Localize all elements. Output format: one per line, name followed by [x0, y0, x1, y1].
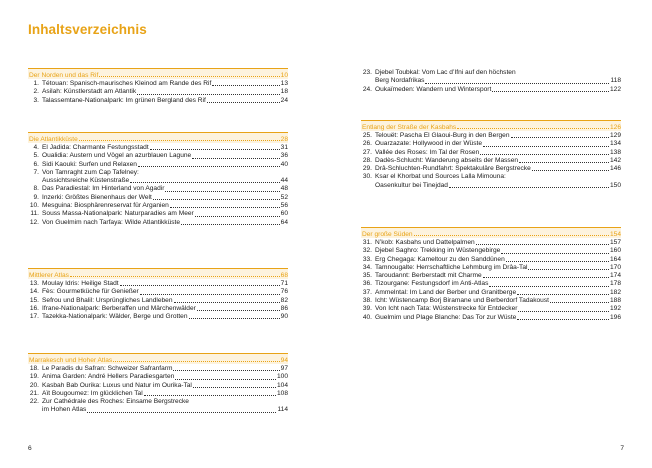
entry-number: 35. — [362, 272, 372, 280]
entry-page: 146 — [609, 165, 621, 173]
entry-page: 134 — [609, 140, 621, 148]
entry-title: Erg Chegaga: Kameltour zu den Sanddünen — [375, 255, 505, 263]
entry-number: 25. — [362, 132, 372, 139]
toc-entry[interactable] — [28, 194, 288, 202]
entry-title: Ifrane-Nationalpark: Berberaffen und Märchenwälder — [42, 304, 196, 312]
toc-section — [28, 68, 288, 105]
dot-leader — [517, 294, 609, 295]
dot-leader — [195, 216, 280, 217]
toc-entry[interactable] — [361, 239, 621, 247]
entry-title: Sefrou und Bhalil: Ursprüngliches Landleben — [42, 296, 173, 304]
dot-leader — [480, 154, 609, 155]
entry-title: Tamnougalte: Herrschaftliche Lehmburg im Drâa-Tal — [375, 263, 528, 271]
entry-page: 150 — [609, 181, 621, 189]
toc-entry[interactable] — [361, 132, 621, 140]
toc-entry[interactable] — [361, 140, 621, 148]
dot-leader — [425, 83, 609, 84]
entry-page: 97 — [280, 365, 288, 372]
entry-page: 36 — [280, 152, 288, 160]
section-page: 154 — [609, 231, 621, 238]
entry-number: 36. — [362, 280, 372, 288]
toc-section — [361, 227, 621, 322]
section-heading[interactable] — [28, 68, 288, 79]
dot-leader — [483, 277, 609, 278]
dot-leader — [113, 361, 279, 362]
entry-page: 24 — [280, 96, 288, 104]
toc-entry[interactable] — [28, 280, 288, 288]
entry-number: 34. — [362, 263, 372, 271]
entry-number: 17. — [29, 313, 39, 321]
toc-section — [28, 268, 288, 321]
entry-title: El Jadida: Charmante Festungsstadt — [42, 144, 149, 151]
entry-page: 48 — [280, 185, 288, 193]
toc-entry[interactable] — [361, 314, 621, 322]
toc-entry[interactable] — [28, 185, 288, 193]
entry-number: 24. — [362, 85, 372, 93]
entry-page: 170 — [609, 263, 621, 271]
toc-entry[interactable] — [28, 152, 288, 160]
toc-entry[interactable] — [28, 144, 288, 152]
entry-list — [28, 365, 288, 415]
entry-page: 188 — [609, 297, 621, 305]
toc-entry[interactable] — [28, 288, 288, 296]
entry-number: 16. — [29, 304, 39, 312]
entry-number: 9. — [33, 193, 39, 201]
dot-leader — [173, 370, 279, 371]
dot-leader — [517, 319, 609, 320]
toc-entry[interactable] — [28, 210, 288, 218]
entry-title-continued: Aussichtsreiche Küstenstraße — [42, 177, 130, 185]
entry-number: 10. — [29, 202, 39, 210]
toc-entry[interactable] — [28, 398, 288, 415]
entry-title: Tazekka-Nationalpark: Wälder, Berge und Grotten — [42, 313, 188, 321]
section-page: 94 — [280, 357, 288, 364]
entry-title: Talassemtane-Nationalpark: Im grünen Bergland des Rif — [42, 96, 206, 104]
entry-page: 86 — [280, 304, 288, 312]
entry-list — [28, 80, 288, 105]
entry-page: 40 — [280, 160, 288, 168]
toc-entry[interactable] — [28, 365, 288, 373]
entry-title: Taroudannt: Berberstadt mit Charme — [375, 272, 482, 280]
dot-leader — [457, 128, 609, 129]
dot-leader — [153, 199, 280, 200]
entry-page: 13 — [280, 80, 288, 87]
toc-entry[interactable] — [28, 390, 288, 398]
entry-number: 28. — [362, 156, 372, 164]
entry-number: 29. — [362, 165, 372, 173]
dot-leader — [79, 140, 280, 141]
entry-number: 31. — [362, 239, 372, 246]
entry-title: Djebel Saghro: Trekking im Wüstengebirge — [375, 247, 501, 255]
toc-entry[interactable] — [361, 264, 621, 272]
entry-number: 37. — [362, 288, 372, 296]
entry-number: 26. — [362, 140, 372, 148]
dot-leader — [120, 285, 280, 286]
dot-leader — [150, 149, 280, 150]
entry-title-continued: Oasenkultur bei Tinejdad — [375, 181, 448, 189]
dot-leader — [518, 311, 609, 312]
dot-leader — [506, 261, 609, 262]
dot-leader — [144, 395, 276, 396]
entry-number: 13. — [29, 280, 39, 287]
entry-list — [28, 144, 288, 227]
entry-title: Ammelntal: Im Land der Berber und Granitberge — [375, 288, 517, 296]
entry-title: Vallée des Roses: Im Tal der Rosen — [375, 148, 480, 156]
dot-leader — [519, 162, 609, 163]
entry-number: 27. — [362, 148, 372, 156]
dot-leader — [130, 182, 279, 183]
entry-page: 90 — [280, 313, 288, 321]
entry-page: 138 — [609, 148, 621, 156]
entry-page: 164 — [609, 255, 621, 263]
entry-number: 8. — [33, 185, 39, 193]
toc-entry[interactable] — [28, 202, 288, 210]
entry-title: Sidi Kaouki: Surfen und Relaxen — [42, 160, 137, 168]
toc-entry[interactable] — [28, 97, 288, 105]
entry-page: 160 — [609, 247, 621, 255]
toc-entry[interactable] — [28, 313, 288, 321]
dot-leader — [501, 253, 609, 254]
dot-leader — [492, 91, 609, 92]
dot-leader — [193, 387, 276, 388]
entry-number: 11. — [30, 210, 39, 218]
entry-title: Von Guelmim nach Tarfaya: Wilde Atlantikküste — [42, 218, 181, 226]
section-heading[interactable] — [361, 120, 621, 131]
entry-title: Tétouan: Spanisch-maurisches Kleinod am Rande des Rif — [42, 80, 212, 87]
entry-number: 21. — [29, 389, 39, 397]
entry-page: 129 — [609, 132, 621, 139]
section-page: 68 — [280, 272, 288, 279]
entry-number: 23. — [362, 69, 372, 76]
entry-number: 1. — [33, 80, 39, 87]
toc-entry[interactable] — [28, 88, 288, 96]
entry-title: Zur Cathédrale des Roches: Einsame Bergstrecke — [42, 398, 189, 406]
entry-title: Asilah: Künstlerstadt am Atlantik — [42, 88, 137, 96]
entry-title: Drâ-Schluchten-Rundfahrt: Spektakuläre Bergstrecke — [375, 165, 531, 173]
toc-entry[interactable] — [28, 373, 288, 381]
entry-title: Telouët: Pascha El Glaoui-Burg in den Bergen — [375, 132, 510, 139]
toc-entry[interactable] — [361, 86, 621, 94]
entry-title: Moulay Idris: Heilige Stadt — [42, 280, 119, 287]
section-title: Entlang der Straße der Kasbahs — [362, 124, 457, 131]
toc-entry[interactable] — [361, 149, 621, 157]
entry-title: Guelmim und Plage Blanche: Das Tor zur Wüste — [375, 313, 517, 321]
entry-page: 60 — [280, 210, 288, 218]
section-title: Die Atlantikküste — [29, 136, 78, 143]
dot-leader — [197, 310, 280, 311]
entry-page: 122 — [609, 85, 621, 93]
toc-section — [28, 132, 288, 227]
entry-title: Souss Massa-Nationalpark: Naturparadies am Meer — [42, 210, 194, 218]
toc-entry[interactable] — [28, 297, 288, 305]
entry-page: 157 — [609, 239, 621, 246]
entry-page: 108 — [276, 389, 288, 397]
entry-number: 18. — [29, 365, 39, 372]
section-heading[interactable] — [28, 353, 288, 364]
entry-page: 142 — [609, 156, 621, 164]
toc-entry[interactable] — [28, 80, 288, 88]
toc-entry[interactable] — [361, 69, 621, 86]
entry-title: Inzerki: Größtes Bienenhaus der Welt — [42, 193, 152, 201]
entry-number: 4. — [33, 144, 39, 151]
toc-continuation — [361, 69, 621, 94]
entry-number: 19. — [29, 373, 39, 381]
entry-title: Von Icht nach Tata: Wüstenstrecke für Entdecker — [375, 305, 518, 313]
toc-entry[interactable] — [361, 289, 621, 297]
entry-title: Anima Garden: André Hellers Paradiesgarten — [42, 373, 175, 381]
entry-title: Dadès-Schlucht: Wanderung abseits der Massen — [375, 156, 519, 164]
entry-page: 76 — [280, 288, 288, 296]
entry-number: 7. — [33, 168, 39, 176]
dot-leader — [70, 276, 280, 277]
section-page: 28 — [280, 136, 288, 143]
dot-leader — [175, 379, 276, 380]
dot-leader — [165, 191, 279, 192]
dot-leader — [414, 235, 609, 236]
dot-leader — [189, 318, 280, 319]
dot-leader — [476, 244, 609, 245]
entry-number: 32. — [362, 247, 372, 255]
toc-entry[interactable] — [28, 219, 288, 227]
entry-page: 196 — [609, 313, 621, 321]
dot-leader — [483, 146, 609, 147]
toc-entry[interactable] — [361, 165, 621, 173]
entry-list — [361, 239, 621, 322]
dot-leader — [192, 158, 279, 159]
entry-title: Ouarzazate: Hollywood in der Wüste — [375, 140, 483, 148]
entry-page: 71 — [280, 280, 288, 287]
dot-leader — [511, 137, 609, 138]
toc-entry[interactable] — [28, 305, 288, 313]
dot-leader — [99, 76, 279, 77]
toc-entry[interactable] — [28, 161, 288, 169]
toc-entry[interactable] — [361, 256, 621, 264]
dot-leader — [449, 187, 609, 188]
dot-leader — [181, 224, 280, 225]
entry-page: 192 — [609, 305, 621, 313]
entry-number: 39. — [362, 305, 372, 313]
toc-entry[interactable] — [361, 272, 621, 280]
dot-leader — [87, 412, 276, 413]
entry-title: Djebel Toubkal: Vom Lac d’Ifni auf den höchsten — [375, 69, 516, 76]
entry-number: 40. — [362, 313, 372, 321]
entry-page: 178 — [609, 280, 621, 288]
entry-page: 44 — [280, 177, 288, 185]
section-heading[interactable] — [361, 227, 621, 238]
toc-entry[interactable] — [361, 305, 621, 313]
entry-number: 38. — [362, 297, 372, 305]
page-number-left: 6 — [28, 445, 32, 452]
entry-list — [361, 132, 621, 190]
dot-leader — [174, 302, 280, 303]
dot-leader — [170, 207, 280, 208]
entry-title-continued: Berg Nordafrikas — [375, 77, 425, 85]
entry-number: 3. — [33, 96, 39, 104]
entry-number: 15. — [29, 296, 39, 304]
entry-number: 14. — [29, 288, 39, 296]
entry-title: Le Paradis du Safran: Schweizer Safranfarm — [42, 365, 173, 372]
entry-title: Ksar el Khorbat und Sources Lalla Mimouna: — [375, 173, 506, 181]
dot-leader — [489, 286, 609, 287]
entry-page: 56 — [280, 202, 288, 210]
entry-title: Oualidia: Austern und Vögel an azurblauen Lagune — [42, 152, 192, 160]
toc-entry[interactable] — [361, 247, 621, 255]
entry-number: 6. — [33, 160, 39, 168]
entry-number: 20. — [29, 381, 39, 389]
page-title: Inhaltsverzeichnis — [28, 22, 147, 37]
toc-entry[interactable] — [361, 157, 621, 165]
section-title: Mittlerer Atlas — [29, 272, 69, 279]
page-number-right: 7 — [620, 445, 624, 452]
section-title: Der große Süden — [362, 231, 413, 238]
entry-page: 31 — [280, 144, 288, 151]
section-heading[interactable] — [28, 268, 288, 279]
entry-title: N’kob: Kasbahs und Dattelpalmen — [375, 239, 475, 246]
entry-title: Aït Bougoumez: Im glücklichen Tal — [42, 389, 143, 397]
entry-page: 114 — [277, 406, 288, 414]
entry-number: 33. — [362, 255, 372, 263]
dot-leader — [138, 166, 280, 167]
toc-entry[interactable] — [361, 280, 621, 288]
entry-page: 100 — [276, 373, 288, 381]
entry-title: Von Tamraght zum Cap Tafelney: — [42, 168, 139, 176]
entry-title: Tizourgane: Festungsdorf im Anti-Atlas — [375, 280, 489, 288]
section-page: 10 — [280, 72, 288, 79]
entry-title-continued: im Hohen Atlas — [42, 406, 87, 414]
toc-entry[interactable] — [28, 169, 288, 186]
dot-leader — [528, 269, 609, 270]
entry-number: 30. — [362, 173, 372, 181]
entry-page: 174 — [609, 272, 621, 280]
section-title: Marrakesch und Hoher Atlas — [29, 357, 113, 364]
entry-list — [28, 280, 288, 321]
toc-section — [28, 353, 288, 415]
toc-entry[interactable] — [361, 173, 621, 190]
dot-leader — [532, 170, 609, 171]
entry-page: 64 — [280, 218, 288, 226]
entry-page: 82 — [280, 296, 288, 304]
entry-page: 104 — [276, 381, 288, 389]
entry-page: 52 — [280, 193, 288, 201]
toc-section — [361, 120, 621, 190]
dot-leader — [140, 294, 280, 295]
dot-leader — [207, 102, 280, 103]
entry-title: Icht: Wüstencamp Borj Biramane und Berberdorf Tadakoust — [375, 297, 549, 305]
section-page: 126 — [609, 124, 621, 131]
toc-entry[interactable] — [361, 297, 621, 305]
entry-title: Oukaïmeden: Wandern und Wintersport — [375, 85, 492, 93]
entry-page: 118 — [610, 77, 621, 85]
section-heading[interactable] — [28, 132, 288, 143]
entry-title: Mesguina: Biosphärenreservat für Arganien — [42, 202, 169, 210]
entry-page: 18 — [280, 88, 288, 96]
dot-leader — [212, 85, 279, 86]
entry-page: 182 — [609, 288, 621, 296]
entry-number: 12. — [29, 218, 39, 226]
dot-leader — [550, 302, 609, 303]
section-title: Der Norden und das Rif — [29, 72, 99, 79]
entry-title: Fès: Gourmetküche für Genießer — [42, 288, 139, 296]
toc-entry[interactable] — [28, 382, 288, 390]
entry-number: 2. — [33, 88, 39, 96]
entry-title: Kasbah Bab Ourika: Luxus und Natur im Ourika-Tal — [42, 381, 192, 389]
dot-leader — [137, 94, 279, 95]
entry-title: Das Paradiestal: Im Hinterland von Agadir — [42, 185, 165, 193]
entry-number: 22. — [29, 398, 39, 406]
entry-number: 5. — [33, 152, 39, 160]
